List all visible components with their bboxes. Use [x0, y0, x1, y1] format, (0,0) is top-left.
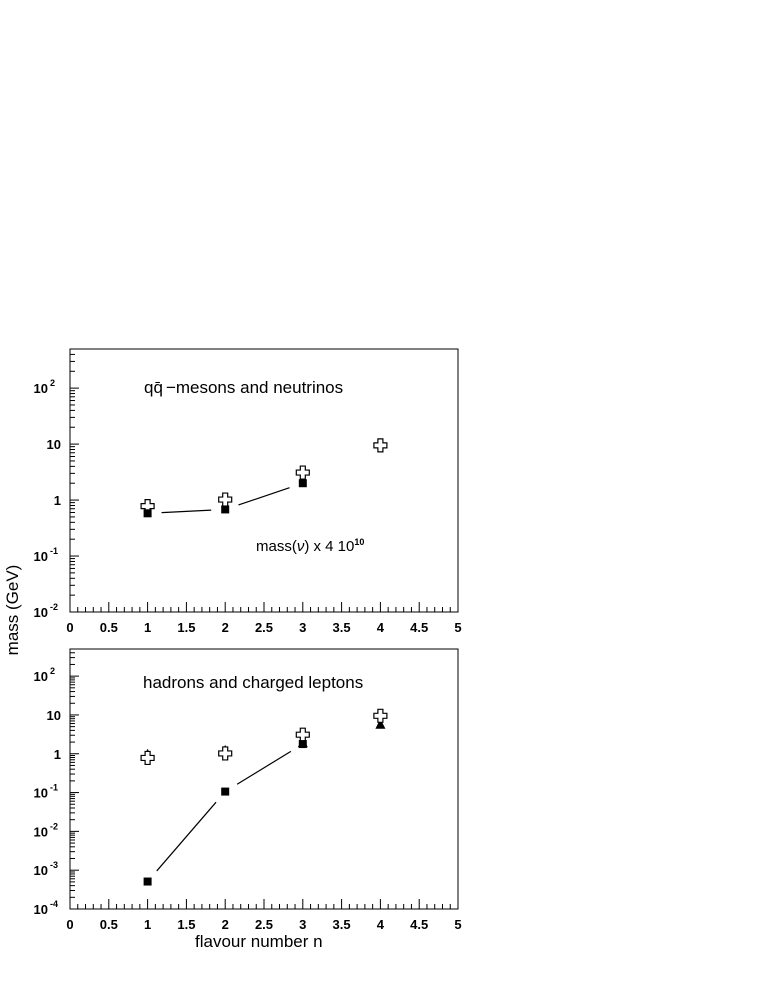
- y-tick-label-bottom: 10: [33, 669, 48, 685]
- y-tick-exponent-bottom: -3: [50, 860, 59, 871]
- x-tick-label-bottom: 3: [299, 917, 307, 932]
- y-tick-label-top: 10: [33, 605, 48, 620]
- data-point-square: [144, 509, 152, 517]
- y-tick-exponent-bottom: -1: [50, 782, 59, 793]
- x-axis-ticks-top: [70, 602, 458, 612]
- series-line: [162, 510, 212, 512]
- data-point-cross: [374, 439, 387, 452]
- x-tick-label-bottom: 0: [66, 917, 74, 932]
- y-tick-exponent-bottom: -2: [50, 821, 59, 832]
- y-tick-labels-bottom: [34, 666, 61, 917]
- panel-title-bottom: hadrons and charged leptons: [143, 673, 364, 692]
- series-line: [238, 488, 289, 505]
- y-axis-title: mass (GeV): [3, 564, 22, 656]
- series-line: [157, 802, 216, 871]
- y-tick-labels-top: [34, 378, 61, 620]
- x-axis-title: flavour number n: [195, 932, 323, 951]
- y-tick-label-bottom: 10: [46, 707, 61, 723]
- x-tick-label-bottom: 5: [454, 917, 462, 932]
- chart-bottom: [34, 649, 462, 951]
- y-tick-label-top: 10: [46, 437, 61, 453]
- y-tick-label-bottom: 10: [33, 902, 48, 917]
- x-tick-label-bottom: 1: [143, 917, 152, 932]
- x-tick-label-top: 4: [376, 620, 385, 635]
- x-tick-labels-top: [66, 620, 461, 635]
- y-axis-ticks-bottom: [70, 649, 79, 909]
- y-tick-label-bottom: 10: [33, 824, 48, 840]
- x-tick-label-top: 1: [143, 620, 152, 635]
- x-tick-label-bottom: 3.5: [332, 917, 351, 932]
- y-axis-ticks-top: [70, 349, 79, 612]
- y-tick-exponent-top: -1: [50, 546, 59, 557]
- chart-top: [34, 349, 462, 635]
- x-tick-label-top: 3.5: [332, 620, 351, 635]
- series-line: [237, 751, 291, 784]
- data-point-square: [221, 788, 229, 796]
- data-marks-top: [141, 439, 387, 517]
- y-tick-exponent-bottom: 2: [50, 666, 56, 677]
- x-tick-label-bottom: 2.5: [254, 917, 274, 932]
- y-tick-exponent-top: 2: [50, 378, 56, 389]
- data-marks-bottom: [141, 709, 387, 885]
- x-tick-label-top: 0.5: [99, 620, 118, 635]
- data-point-cross: [296, 466, 309, 479]
- data-point-square: [144, 878, 152, 886]
- data-point-cross: [296, 728, 309, 741]
- y-tick-label-bottom: 1: [53, 746, 61, 762]
- y-tick-label-bottom: 10: [33, 785, 48, 801]
- x-tick-label-bottom: 4.5: [410, 917, 429, 932]
- y-tick-label-top: 10: [33, 549, 48, 565]
- data-point-cross: [374, 709, 387, 722]
- y-tick-exponent-top: -2: [50, 602, 59, 612]
- x-tick-label-bottom: 0.5: [99, 917, 118, 932]
- x-tick-label-bottom: 2: [221, 917, 229, 932]
- y-tick-label-bottom: 10: [33, 863, 48, 879]
- data-point-cross: [219, 493, 232, 506]
- x-tick-label-top: 2.5: [254, 620, 274, 635]
- x-tick-label-top: 4.5: [410, 620, 429, 635]
- data-point-square: [221, 505, 229, 513]
- x-tick-label-top: 2: [221, 620, 229, 635]
- y-tick-label-top: 10: [33, 381, 48, 397]
- panel-title-top: qq̄ −mesons and neutrinos: [144, 378, 344, 397]
- y-tick-exponent-bottom: -4: [50, 899, 59, 909]
- y-tick-label-top: 1: [53, 493, 61, 509]
- x-tick-label-top: 1.5: [177, 620, 196, 635]
- x-tick-labels-bottom: [66, 917, 461, 932]
- x-tick-label-bottom: 4: [376, 917, 385, 932]
- neutrino-scale-annotation: mass(ν) x 4 $10^{10}$: [256, 537, 365, 555]
- data-point-cross: [219, 747, 232, 760]
- data-point-square: [299, 740, 307, 748]
- data-point-square: [299, 479, 307, 487]
- x-tick-label-bottom: 1.5: [177, 917, 196, 932]
- x-axis-ticks-bottom: [70, 899, 458, 909]
- data-point-cross: [141, 751, 154, 764]
- x-tick-label-top: 0: [66, 620, 74, 635]
- x-tick-label-top: 3: [299, 620, 307, 635]
- x-tick-label-top: 5: [454, 620, 462, 635]
